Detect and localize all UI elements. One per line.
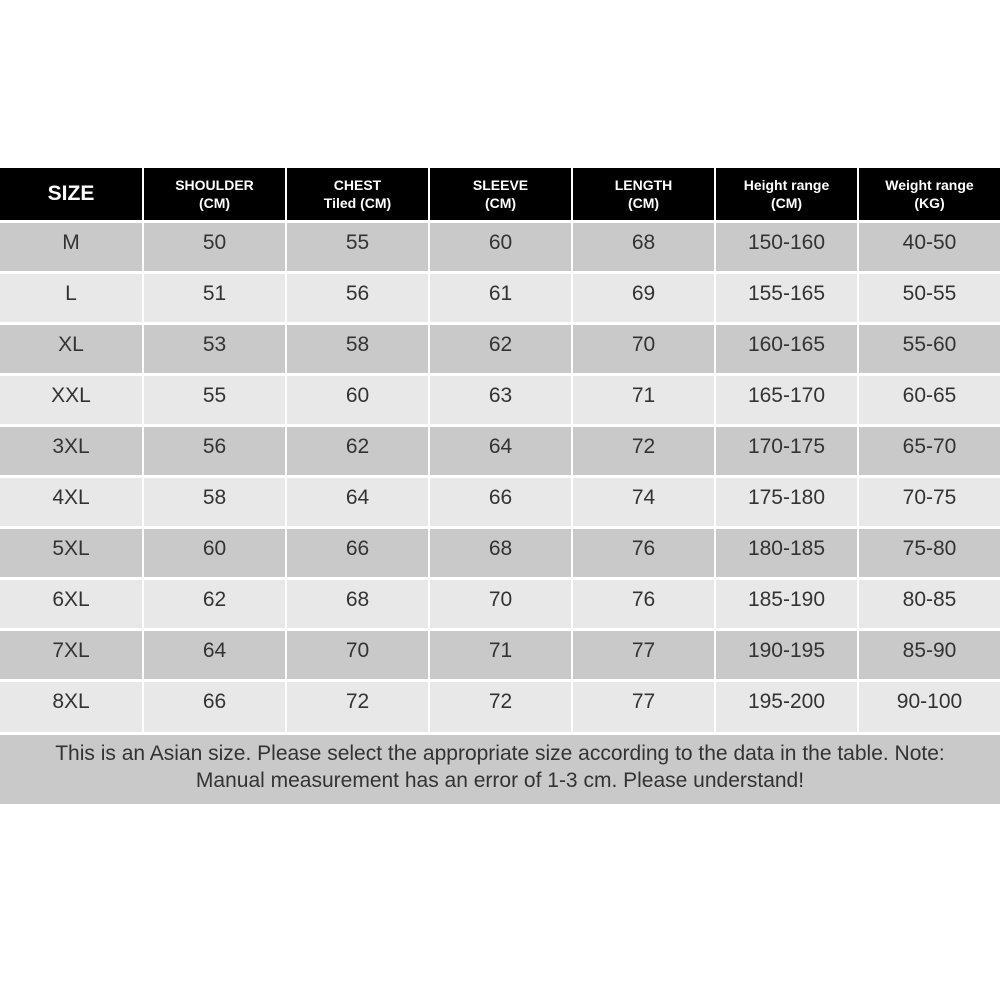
table-row <box>0 222 1000 273</box>
cell-height-range: 150-160 <box>715 222 858 273</box>
cell-length: 76 <box>572 528 715 579</box>
cell-weight-range: 80-85 <box>858 579 1000 630</box>
cell-weight-range: 75-80 <box>858 528 1000 579</box>
cell-height-range: 165-170 <box>715 375 858 426</box>
cell-chest: 72 <box>286 681 429 732</box>
cell-chest: 64 <box>286 477 429 528</box>
size-note-line-1: This is an Asian size. Please select the appropriate size according to the data in the table. Note: <box>55 741 945 765</box>
table-row <box>0 273 1000 324</box>
cell-height-range: 180-185 <box>715 528 858 579</box>
header-shoulder <box>143 168 286 222</box>
cell-shoulder: 56 <box>143 426 286 477</box>
cell-sleeve: 63 <box>429 375 572 426</box>
size-note <box>0 732 1000 804</box>
cell-chest: 56 <box>286 273 429 324</box>
cell-sleeve: 61 <box>429 273 572 324</box>
header-chest-unit: Tiled (CM) <box>323 195 392 211</box>
cell-shoulder: 60 <box>143 528 286 579</box>
cell-sleeve: 60 <box>429 222 572 273</box>
cell-length: 71 <box>572 375 715 426</box>
cell-sleeve: 66 <box>429 477 572 528</box>
cell-height-range: 170-175 <box>715 426 858 477</box>
cell-sleeve: 68 <box>429 528 572 579</box>
cell-weight-range: 60-65 <box>858 375 1000 426</box>
cell-chest: 68 <box>286 579 429 630</box>
size-table <box>0 168 1000 732</box>
cell-chest: 58 <box>286 324 429 375</box>
header-height-range <box>715 168 858 222</box>
cell-sleeve: 71 <box>429 630 572 681</box>
cell-size: 8XL <box>0 681 143 732</box>
cell-length: 74 <box>572 477 715 528</box>
cell-length: 77 <box>572 681 715 732</box>
header-sleeve <box>429 168 572 222</box>
cell-weight-range: 50-55 <box>858 273 1000 324</box>
cell-weight-range: 55-60 <box>858 324 1000 375</box>
cell-shoulder: 64 <box>143 630 286 681</box>
header-size-label: SIZE <box>47 182 95 205</box>
cell-sleeve: 70 <box>429 579 572 630</box>
cell-length: 69 <box>572 273 715 324</box>
cell-size: 5XL <box>0 528 143 579</box>
size-chart <box>0 168 1000 804</box>
table-row <box>0 477 1000 528</box>
cell-weight-range: 85-90 <box>858 630 1000 681</box>
cell-shoulder: 58 <box>143 477 286 528</box>
cell-size: XL <box>0 324 143 375</box>
cell-weight-range: 70-75 <box>858 477 1000 528</box>
table-row <box>0 528 1000 579</box>
cell-length: 76 <box>572 579 715 630</box>
header-height-range-label: Height range <box>743 177 830 193</box>
cell-chest: 62 <box>286 426 429 477</box>
table-row <box>0 630 1000 681</box>
cell-length: 70 <box>572 324 715 375</box>
cell-sleeve: 64 <box>429 426 572 477</box>
cell-height-range: 175-180 <box>715 477 858 528</box>
cell-size: L <box>0 273 143 324</box>
cell-shoulder: 53 <box>143 324 286 375</box>
cell-size: 6XL <box>0 579 143 630</box>
header-weight-range-label: Weight range <box>885 177 974 193</box>
size-note-line-2: Manual measurement has an error of 1-3 cm. Please understand! <box>195 768 805 792</box>
header-chest-label: CHEST <box>333 177 382 193</box>
header-weight-range-unit: (KG) <box>914 195 945 211</box>
header-sleeve-label: SLEEVE <box>472 177 529 193</box>
cell-weight-range: 65-70 <box>858 426 1000 477</box>
cell-shoulder: 51 <box>143 273 286 324</box>
cell-weight-range: 90-100 <box>858 681 1000 732</box>
header-size <box>0 168 143 222</box>
cell-chest: 70 <box>286 630 429 681</box>
cell-size: 7XL <box>0 630 143 681</box>
table-row <box>0 375 1000 426</box>
header-weight-range <box>858 168 1000 222</box>
cell-sleeve: 72 <box>429 681 572 732</box>
cell-height-range: 155-165 <box>715 273 858 324</box>
cell-size: 4XL <box>0 477 143 528</box>
cell-length: 77 <box>572 630 715 681</box>
table-row <box>0 426 1000 477</box>
table-row <box>0 579 1000 630</box>
cell-size: M <box>0 222 143 273</box>
cell-shoulder: 50 <box>143 222 286 273</box>
table-row <box>0 681 1000 732</box>
header-length <box>572 168 715 222</box>
cell-weight-range: 40-50 <box>858 222 1000 273</box>
header-chest <box>286 168 429 222</box>
cell-shoulder: 55 <box>143 375 286 426</box>
cell-height-range: 185-190 <box>715 579 858 630</box>
cell-chest: 60 <box>286 375 429 426</box>
header-row <box>0 168 1000 222</box>
cell-chest: 66 <box>286 528 429 579</box>
cell-chest: 55 <box>286 222 429 273</box>
header-shoulder-unit: (CM) <box>198 195 231 211</box>
cell-length: 72 <box>572 426 715 477</box>
cell-height-range: 195-200 <box>715 681 858 732</box>
cell-size: XXL <box>0 375 143 426</box>
cell-length: 68 <box>572 222 715 273</box>
header-sleeve-unit: (CM) <box>484 195 517 211</box>
cell-height-range: 190-195 <box>715 630 858 681</box>
header-shoulder-label: SHOULDER <box>175 177 254 193</box>
header-height-range-unit: (CM) <box>770 195 803 211</box>
cell-height-range: 160-165 <box>715 324 858 375</box>
cell-shoulder: 62 <box>143 579 286 630</box>
cell-shoulder: 66 <box>143 681 286 732</box>
header-length-unit: (CM) <box>627 195 660 211</box>
table-row <box>0 324 1000 375</box>
cell-sleeve: 62 <box>429 324 572 375</box>
cell-size: 3XL <box>0 426 143 477</box>
header-length-label: LENGTH <box>614 177 673 193</box>
